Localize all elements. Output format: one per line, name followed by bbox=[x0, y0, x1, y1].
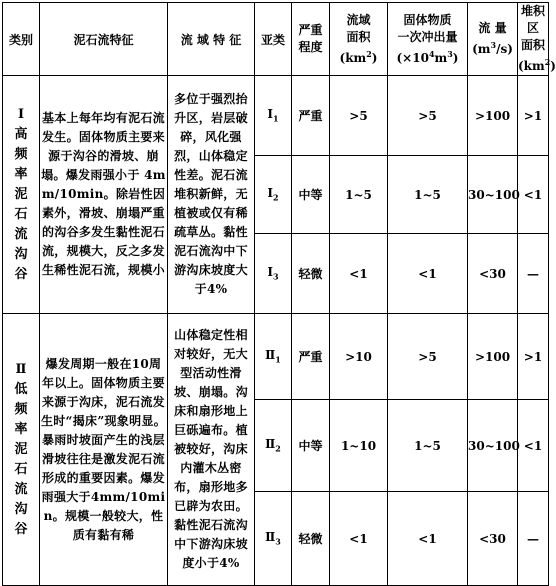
severity-cell: 轻微 bbox=[292, 234, 330, 314]
deposit-area-cell: — bbox=[518, 234, 549, 314]
discharge-cell: <30 bbox=[468, 234, 518, 314]
subtype-cell: $Ⅰ_1$ bbox=[255, 76, 292, 156]
basin-area-cell: >10 bbox=[330, 314, 388, 400]
discharge-cell: 30~100 bbox=[468, 156, 518, 234]
basin-area-cell: <1 bbox=[330, 234, 388, 314]
table-row bbox=[3, 314, 549, 400]
subtype-cell: $Ⅱ_3$ bbox=[255, 492, 292, 586]
solid-volume-cell: 1~5 bbox=[388, 156, 468, 234]
solid-volume-cell: >5 bbox=[388, 314, 468, 400]
deposit-area-cell: — bbox=[518, 492, 549, 586]
classification-table-sheet bbox=[2, 2, 556, 586]
deposit-area-cell: <1 bbox=[518, 400, 549, 492]
severity-cell: 严重 bbox=[292, 76, 330, 156]
discharge-cell: 30~100 bbox=[468, 400, 518, 492]
basin-features-cell: 山体稳定性相对较好，无大型活动性滑坡、崩塌。沟床和扇形地上巨砾遍布。植被较好，沟床内灌木丛密布，扇形地多已辟为农田。黏性泥石流沟中下游沟床坡度小于4% bbox=[168, 314, 255, 586]
basin-area-cell: <1 bbox=[330, 492, 388, 586]
table-row bbox=[3, 76, 549, 156]
header-deposit-area: 堆积区 面积 $(km^2)$ bbox=[518, 3, 549, 76]
header-row bbox=[3, 3, 549, 76]
basin-area-cell: >5 bbox=[330, 76, 388, 156]
solid-volume-cell: <1 bbox=[388, 234, 468, 314]
subtype-cell: $Ⅱ_2$ bbox=[255, 400, 292, 492]
basin-area-cell: 1~10 bbox=[330, 400, 388, 492]
deposit-area-cell: >1 bbox=[518, 76, 549, 156]
subtype-cell: $Ⅱ_1$ bbox=[255, 314, 292, 400]
severity-cell: 严重 bbox=[292, 314, 330, 400]
header-discharge: 流 量 $(m^3/s)$ bbox=[468, 3, 518, 76]
header-severity: 严重 程度 bbox=[292, 3, 330, 76]
basin-features-cell: 多位于强烈抬升区，岩层破碎，风化强烈，山体稳定性差。泥石流堆积新鲜，无植被或仅有稀疏草丛。黏性泥石流沟中下游沟床坡度大于4% bbox=[168, 76, 255, 314]
subtype-cell: $Ⅰ_2$ bbox=[255, 156, 292, 234]
header-basin-area: 流域 面积 $(km^2)$ bbox=[330, 3, 388, 76]
debris-flow-classification-table bbox=[2, 2, 556, 586]
discharge-cell: >100 bbox=[468, 314, 518, 400]
solid-volume-cell: >5 bbox=[388, 76, 468, 156]
header-basin-features: 流 域 特 征 bbox=[168, 3, 255, 76]
severity-cell: 中等 bbox=[292, 156, 330, 234]
deposit-area-cell: >1 bbox=[518, 314, 549, 400]
header-subtype: 亚类 bbox=[255, 3, 292, 76]
header-debris-features: 泥石流特征 bbox=[40, 3, 168, 76]
category-cell: Ⅱ 低 频 率 泥 石 流 沟 谷 bbox=[3, 314, 40, 586]
header-solid-volume: 固体物质 一次冲出量 $(\times 10^4m^3)$ bbox=[388, 3, 468, 76]
solid-volume-cell: 1~5 bbox=[388, 400, 468, 492]
deposit-area-cell: <1 bbox=[518, 156, 549, 234]
basin-area-cell: 1~5 bbox=[330, 156, 388, 234]
category-cell: Ⅰ 高 频 率 泥 石 流 沟 谷 bbox=[3, 76, 40, 314]
debris-features-cell: 基本上每年均有泥石流发生。固体物质主要来源于沟谷的滑坡、崩塌。爆发雨强小于 4mm/10min。除岩性因素外，滑坡、崩塌严重的沟谷多发生黏性泥石流，规模大，反之多发生稀性泥石流，规模小 bbox=[40, 76, 168, 314]
debris-features-cell: 爆发周期一般在10周年以上。固体物质主要来源于沟床，泥石流发生时“揭床”现象明显。暴雨时坡面产生的浅层滑坡往往是激发泥石流形成的重要因素。爆发雨强大于4mm/10min。规模一般较大，性质有黏有稀 bbox=[40, 314, 168, 586]
severity-cell: 轻微 bbox=[292, 492, 330, 586]
solid-volume-cell: <1 bbox=[388, 492, 468, 586]
discharge-cell: >100 bbox=[468, 76, 518, 156]
discharge-cell: <30 bbox=[468, 492, 518, 586]
subtype-cell: $Ⅰ_3$ bbox=[255, 234, 292, 314]
header-category: 类别 bbox=[3, 3, 40, 76]
severity-cell: 中等 bbox=[292, 400, 330, 492]
